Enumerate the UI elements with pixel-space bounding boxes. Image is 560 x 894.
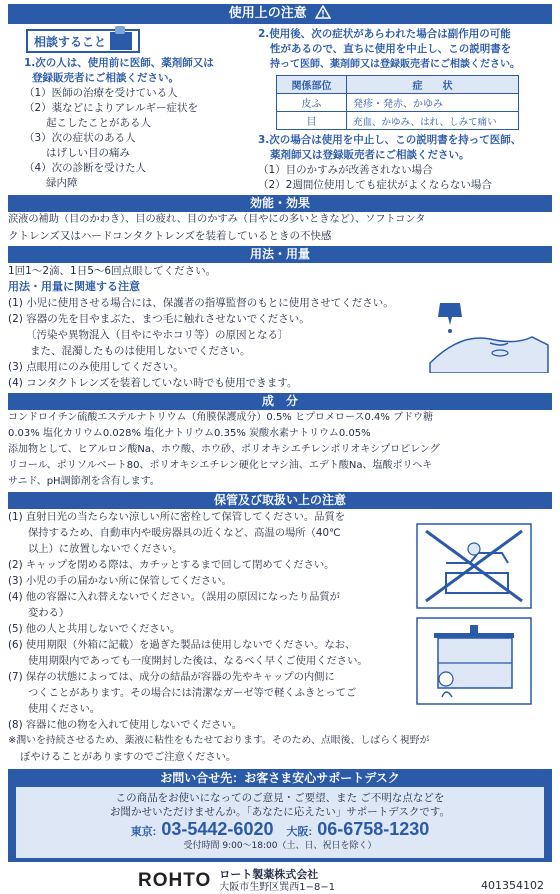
item3-1: （1）目のかすみが改善されない場合 bbox=[258, 164, 433, 176]
no-car-storage-icon bbox=[416, 523, 532, 609]
ingredients-line5: サニド、pH調節剤を含有します。 bbox=[8, 476, 160, 487]
eye-drop-illustration-icon bbox=[420, 293, 550, 373]
item1-4: （4）次の診断を受けた人 bbox=[24, 162, 147, 174]
ingredients-header bbox=[8, 393, 552, 410]
table-header-symptom: 症 状 bbox=[347, 76, 519, 94]
storage-note-1: ※潤いを持続させるため、薬液に粘性をもたせております。そのため、点眼後、しばらく視野が bbox=[8, 735, 430, 746]
dosage-item-2c: また、混濁したものは使用しないでください。 bbox=[30, 345, 251, 357]
dosage-item-3: (3) 点眼用にのみ使用してください。 bbox=[8, 361, 184, 373]
tokyo-phone[interactable]: 03-5442-6020 bbox=[161, 819, 274, 839]
dosage-header bbox=[8, 246, 552, 263]
contact-hours: 受付時間 9:00〜18:00（土、日、祝日を除く） bbox=[183, 841, 377, 851]
ingredients-line3: 添加物として、ヒアルロン酸Na、ホウ酸、ホウ砂、ポリオキシエチレンポリオキシプロピレング bbox=[8, 444, 440, 455]
storage-item-2: (2) キャップを閉める際は、カチッとするまで回して閉めてください。 bbox=[8, 559, 335, 571]
heading2-line2: 性があるので、直ちに使用を中止し、この説明書を bbox=[270, 43, 512, 55]
item1-4b: 緑内障 bbox=[46, 177, 78, 189]
precautions-left bbox=[8, 24, 250, 193]
table-cell-part: 目 bbox=[277, 112, 347, 130]
heading3-line2: 薬剤師又は登録販売者にご相談ください。 bbox=[270, 149, 470, 161]
symptom-table bbox=[276, 75, 519, 130]
table-cell-part: 皮ふ bbox=[277, 94, 347, 112]
table-cell-symptom: 充血、かゆみ、はれ、しみて痛い bbox=[347, 112, 519, 130]
child-reach-icon bbox=[416, 617, 532, 705]
dosage-subhead: 用法・用量に関連する注意 bbox=[8, 280, 140, 293]
efficacy-title: 効能・効果 bbox=[249, 196, 310, 210]
precautions-right bbox=[250, 24, 550, 193]
precautions-title: 使用上の注意 bbox=[228, 6, 307, 21]
contact-line2: お聞かせいただけませんか。「あなたに応えたい」サポートデスクです。 bbox=[110, 806, 450, 818]
contact-line1: この商品をお使いになってのご意見・ご要望、また ご不明な点などを bbox=[115, 792, 445, 804]
footer bbox=[8, 868, 552, 894]
storage-item-5: (5) 他の人と共用しないでください。 bbox=[8, 623, 181, 635]
dosage-item-1: (1) 小児に使用させる場合には、保護者の指導監督のもとに使用させてください。 bbox=[8, 297, 394, 309]
storage-section bbox=[8, 509, 552, 765]
table-row bbox=[277, 94, 519, 112]
tokyo-label: 東京: bbox=[130, 826, 157, 838]
warning-icon bbox=[315, 5, 331, 19]
ingredients-line1: コンドロイチン硫酸エステルナトリウム（角膜保護成分）0.5% ヒプロメロース0.4% ブドウ糖 bbox=[8, 412, 434, 423]
contact-body bbox=[16, 787, 544, 858]
dosage-title: 用法・用量 bbox=[249, 247, 310, 261]
item1-3b: はげしい目の痛み bbox=[46, 147, 130, 159]
dosage-section bbox=[8, 263, 552, 391]
consult-label: 相談すること bbox=[34, 34, 107, 49]
heading3-line1: 3.次の場合は使用を中止し、この説明書を持って医師、 bbox=[258, 134, 522, 146]
contact-phones bbox=[16, 819, 544, 839]
efficacy-line2: クトレンズ又はハードコンタクトレンズを装着しているときの不快感 bbox=[8, 230, 332, 242]
table-row bbox=[277, 112, 519, 130]
dosage-item-4: (4) コンタクトレンズを装着していない時でも使用できます。 bbox=[8, 377, 298, 389]
storage-header bbox=[8, 492, 552, 509]
heading2-line3: 持って医師、薬剤師又は登録販売者にご相談ください。 bbox=[270, 59, 520, 70]
osaka-phone[interactable]: 06-6758-1230 bbox=[317, 819, 430, 839]
precautions-header bbox=[8, 4, 552, 24]
storage-item-1b: 保持するため、自動車内や暖房器具の近くなど、高温の場所（40℃ bbox=[28, 527, 341, 539]
table-cell-symptom: 発疹・発赤、かゆみ bbox=[347, 94, 519, 112]
contact-title: お問い合せ先：お客さま安心サポートデスク bbox=[160, 771, 400, 785]
storage-item-3: (3) 小児の手の届かない所に保管してください。 bbox=[8, 575, 232, 587]
storage-item-4b: 変わる） bbox=[28, 607, 70, 619]
storage-title: 保管及び取扱い上の注意 bbox=[213, 493, 346, 507]
storage-item-7: (7) 保存の状態によっては、成分の結晶が容器の先やキャップの内側に bbox=[8, 671, 335, 683]
osaka-label: 大阪: bbox=[286, 826, 313, 838]
storage-item-8: (8) 容器に他の物を入れて使用しないでください。 bbox=[8, 719, 243, 731]
company-info bbox=[219, 868, 335, 894]
dosage-line: 1回1〜2滴、1日5〜6回点眼してください。 bbox=[8, 265, 217, 277]
item1-2b: 起こしたことがある人 bbox=[46, 117, 151, 129]
ingredients-line4: リコール、ポリソルベート80、ポリオキシエチレン硬化ヒマシ油、エデト酸Na、塩酸ポリヘキ bbox=[8, 460, 433, 471]
item1-1: （1）医師の治療を受けている人 bbox=[24, 87, 178, 99]
rohto-logo: ROHTO bbox=[138, 870, 212, 891]
efficacy-header bbox=[8, 195, 552, 212]
product-code: 401354102 bbox=[481, 878, 544, 892]
dosage-item-2b: 〔汚染や異物混入（目やにやホコリ等）の原因となる〕 bbox=[26, 329, 289, 341]
dosage-item-2: (2) 容器の先を目やまぶた、まつ毛に触れさせないでください。 bbox=[8, 313, 310, 325]
storage-note-2: ぼやけることがありますのでご注意ください。 bbox=[20, 751, 237, 763]
storage-item-1c: 以上）に放置しないでください。 bbox=[28, 543, 183, 555]
storage-item-7c: 使用ください。 bbox=[28, 703, 101, 715]
precautions-body bbox=[8, 24, 552, 193]
ingredients-title: 成 分 bbox=[261, 394, 298, 408]
item1-3: （3）次の症状のある人 bbox=[24, 132, 136, 144]
heading1-line1: 1.次の人は、使用前に医師、薬剤師又は bbox=[24, 57, 214, 69]
storage-item-6b: 使用期限内であっても一度開封した後は、なるべく早くご使用ください。 bbox=[28, 655, 368, 667]
contact-panel bbox=[8, 769, 552, 862]
table-header-part: 関係部位 bbox=[277, 76, 347, 94]
company-address: 大阪市生野区巽西1−8−1 bbox=[219, 882, 336, 893]
storage-item-6: (6) 使用期限（外箱に記載）を過ぎた製品は使用しないでください。なお、 bbox=[8, 639, 356, 651]
item3-2: （2）2週間位使用しても症状がよくならない場合 bbox=[258, 179, 492, 191]
item1-2: （2）薬などによりアレルギー症状を bbox=[24, 102, 198, 114]
storage-item-7b: つくことがあります。その場合には清潔なガーゼ等で軽くふきとってご bbox=[28, 687, 357, 699]
storage-item-4: (4) 他の容器に入れ替えないでください。（誤用の原因になったり品質が bbox=[8, 591, 340, 603]
consult-label-box bbox=[26, 29, 140, 53]
efficacy-line1: 涙液の補助（目のかわき）、目の疲れ、目のかすみ（目やにの多いときなど）、ソフトコンタ bbox=[8, 214, 426, 225]
heading1-line2: 登録販売者にご相談ください。 bbox=[32, 72, 179, 84]
storage-item-1: (1) 直射日光の当たらない涼しい所に密栓して保管してください。品質を bbox=[8, 511, 346, 523]
consult-person-icon bbox=[110, 32, 132, 50]
company-name: ロート製薬株式会社 bbox=[219, 868, 319, 881]
ingredients-line2: 0.03% 塩化カリウム0.028% 塩化ナトリウム0.35% 炭酸水素ナトリウム0.05% bbox=[8, 428, 371, 439]
heading2-line1: 2.使用後、次の症状があらわれた場合は副作用の可能 bbox=[258, 28, 511, 40]
